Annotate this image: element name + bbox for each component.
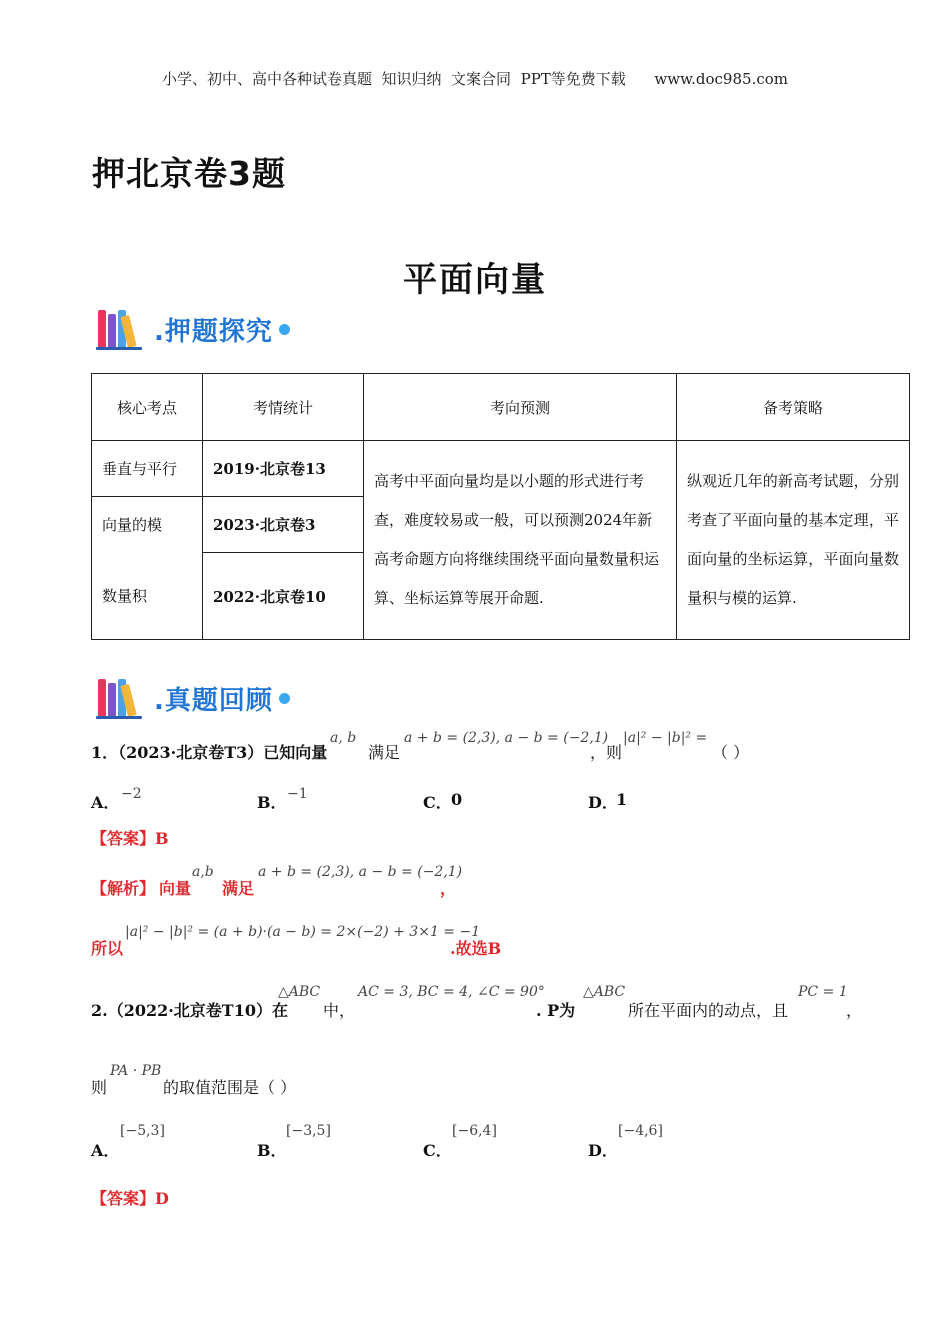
q1-option-d-label: D．	[588, 793, 618, 812]
table-cell-strategy: 纵观近几年的新高考试题，分别考查了平面向量的基本定理，平面向量的坐标运算，平面向量数量积与模的运算.	[677, 441, 910, 640]
q1-analysis-text2: 满足	[222, 879, 255, 898]
table-header: 考情统计	[203, 374, 364, 441]
topic-title: 平面向量	[403, 260, 547, 300]
q1-so-expression: |a|² − |b|² = (a + b)·(a − b) = 2×(−2) + 3×1 = −1	[125, 924, 481, 940]
q2-option-a-value: [−5,3]	[120, 1123, 165, 1139]
q1-option-a-value: −2	[121, 786, 142, 802]
q2-option-d-value: [−4,6]	[618, 1123, 663, 1139]
section-title: .押题探究	[154, 316, 273, 347]
q2-comma: ，	[846, 1001, 863, 1020]
books-icon	[96, 677, 152, 719]
q1-prefix: 1．（2023·北京卷T3）已知向量	[91, 743, 328, 762]
q1-conclusion: .故选B	[450, 939, 502, 958]
table-cell-stat: 2019·北京卷13	[203, 441, 364, 497]
q1-so-text: 所以	[91, 939, 124, 958]
q1-paren: （ ）	[712, 743, 750, 762]
q1-option-d-value: 1	[616, 790, 628, 809]
exam-analysis-table	[91, 373, 910, 640]
q2-option-d-label: D．	[588, 1141, 618, 1160]
section-title: .真题回顾	[154, 685, 273, 716]
q2-range-question: 的取值范围是（ ）	[163, 1078, 297, 1097]
q2-condition: AC = 3, BC = 4, ∠C = 90°	[358, 984, 545, 1000]
q2-pc: PC = 1	[798, 984, 848, 1000]
table-header: 备考策略	[677, 374, 910, 441]
dot-icon	[279, 324, 290, 335]
q2-option-c-value: [−6,4]	[452, 1123, 497, 1139]
q1-analysis-label: 【解析】	[91, 879, 156, 898]
q1-mid: 满足	[368, 743, 401, 762]
table-cell-point: 垂直与平行	[92, 441, 203, 497]
q1-vars: a, b	[330, 730, 357, 746]
q2-dot-product: PA · PB	[110, 1063, 162, 1079]
q1-analysis-text: 向量	[159, 879, 192, 898]
q2-then: 则	[91, 1078, 108, 1097]
q1-option-a-label: A．	[91, 793, 120, 812]
q2-prefix: 2.（2022·北京卷T10）在	[91, 1001, 288, 1020]
document-title: 押北京卷3题	[92, 154, 286, 193]
q2-triangle: △ABC	[278, 984, 321, 1000]
books-icon	[96, 308, 152, 350]
q2-option-a-label: A．	[91, 1141, 120, 1160]
table-cell-point: 向量的模	[92, 497, 203, 553]
q2-option-b-value: [−3,5]	[286, 1123, 331, 1139]
q1-condition: a + b = (2,3), a − b = (−2,1)	[404, 730, 609, 746]
q1-option-c-label: C．	[423, 793, 452, 812]
section-banner-review	[96, 675, 290, 721]
dot-icon	[279, 693, 290, 704]
q2-point-p: . P为	[536, 1001, 576, 1020]
q1-analysis-comma: ，	[440, 879, 457, 898]
q1-analysis-vars: a,b	[192, 864, 214, 880]
table-cell-point: 数量积	[92, 553, 203, 640]
q1-analysis-condition: a + b = (2,3), a − b = (−2,1)	[258, 864, 463, 880]
table-header: 核心考点	[92, 374, 203, 441]
q1-expression: |a|² − |b|² =	[623, 730, 708, 746]
table-header: 考向预测	[364, 374, 677, 441]
q2-rest: 所在平面内的动点，且	[628, 1001, 789, 1020]
q2-mid: 中，	[323, 1001, 356, 1020]
q2-option-b-label: B．	[257, 1141, 287, 1160]
q2-option-c-label: C．	[423, 1141, 452, 1160]
section-banner-exploration	[96, 306, 290, 352]
header-banner-text: 小学、初中、高中各种试卷真题 知识归纳 文案合同 PPT等免费下载 www.doc985.com	[161, 70, 788, 88]
q1-option-c-value: 0	[451, 790, 463, 809]
table-cell-prediction: 高考中平面向量均是以小题的形式进行考查，难度较易或一般，可以预测2024年新高考命题方向将继续围绕平面向量数量积运算、坐标运算等展开命题.	[364, 441, 677, 640]
q1-answer: 【答案】B	[91, 829, 169, 848]
q2-triangle-2: △ABC	[583, 984, 626, 1000]
table-cell-stat: 2022·北京卷10	[203, 553, 364, 640]
table-cell-stat: 2023·北京卷3	[203, 497, 364, 553]
q2-answer: 【答案】D	[91, 1189, 169, 1208]
q1-option-b-value: −1	[287, 786, 308, 802]
q1-option-b-label: B．	[257, 793, 287, 812]
q1-then: ，则	[590, 743, 623, 762]
